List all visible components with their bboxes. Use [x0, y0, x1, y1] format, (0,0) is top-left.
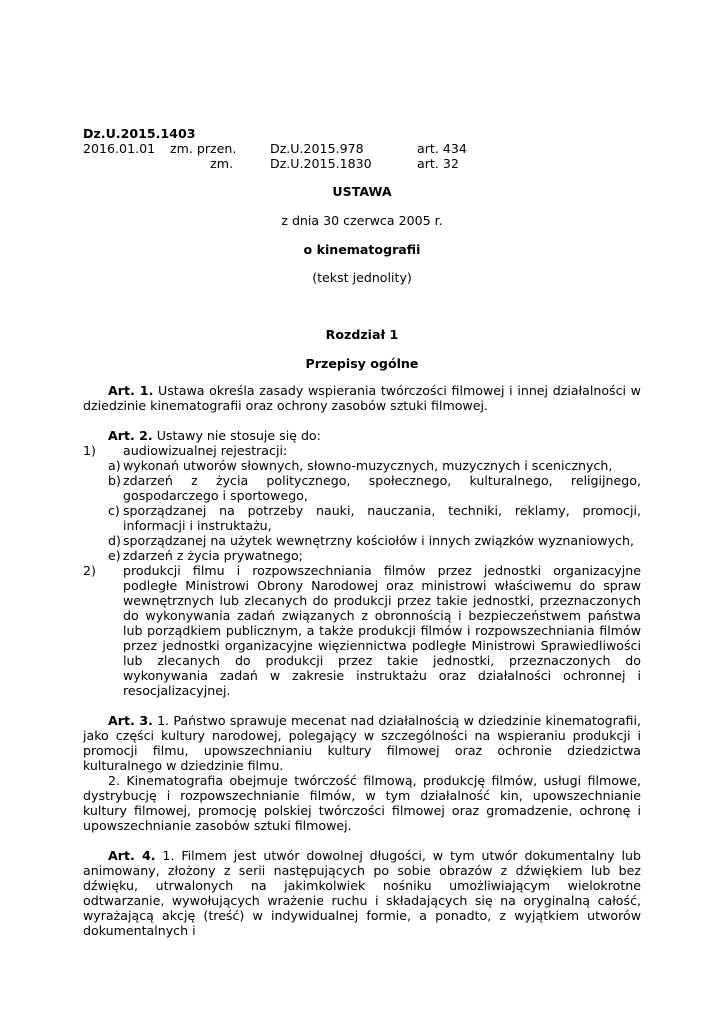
- point-number: 2): [83, 563, 96, 578]
- point-text: audiowizualnej rejestracji:: [123, 443, 288, 458]
- point-2: [83, 563, 641, 698]
- list-item: [83, 473, 641, 503]
- change-type: zm. przen.: [170, 141, 237, 156]
- article-3-para-2: 2. Kinematografia obejmuje twórczość filmową, produkcję filmów, usługi filmowe, dystrybucję i rozpowszechnianie filmów, w tym działalność kin, upowszechnianie kultury filmowej, promocję polskiej twórczości filmowej oraz gromadzenie, ochronę i upowszechnianie zasobów sztuki filmowej.: [83, 773, 641, 833]
- item-letter: c): [108, 503, 120, 518]
- item-text: zdarzeń z życia politycznego, społecznego, kulturalnego, religijnego, gospodarczego i sportowego,: [123, 473, 641, 503]
- item-text: zdarzeń z życia prywatnego;: [123, 548, 303, 563]
- article-3-para-1: [83, 713, 641, 773]
- act-subject: o kinematografii: [303, 242, 421, 257]
- item-text: sporządzanej na potrzeby nauki, nauczania, techniki, reklamy, promocji, informacji i instruktażu,: [123, 503, 641, 533]
- article-label: Art. 2.: [108, 428, 153, 443]
- article-text: 1. Filmem jest utwór dowolnej długości, w tym utwór dokumentalny lub animowany, złożony z serii następujących po sobie obrazów z dźwiękiem lub bez dźwięku, utrwalonych na jakimkolwiek nośniku umożliwiającym wielokrotne odtwarzanie, wywołujących wrażenie ruchu i składających się na oryginalną całość, wyrażającą akcję (treść) w indywidualnej formie, a ponadto, z wyjątkiem utworów dokumentalnych i: [83, 848, 641, 938]
- article-label: Art. 3.: [108, 713, 153, 728]
- item-letter: d): [108, 533, 121, 548]
- act-type: USTAWA: [332, 184, 392, 199]
- list-item: [83, 533, 641, 548]
- list-item: [83, 503, 641, 533]
- point-text: produkcji filmu i rozpowszechniania filmów przez jednostki organizacyjne podległe Ministrowi Obrony Narodowej oraz ministrowi właściwemu do spraw wewnętrznych lub zlecanych do produkcji przez takie jednostki, przeznaczonych do wykonywania zadań związanych z obronnością i bezpieczeństwem państwa lub porządkiem publicznym, a także produkcji filmów i rozpowszechniania filmów przez jednostki organizacyjne więziennictwa podległe Ministrowi Sprawiedliwości lub zlecanych do produkcji przez takie jednostki, przeznaczonych do wykonywania zadań w zakresie instruktażu oraz działalności ochronnej i resocjalizacyjnej.: [123, 563, 641, 698]
- article-4-para-1: [83, 848, 641, 938]
- point-number: 1): [83, 443, 96, 458]
- chapter-name: Przepisy ogólne: [305, 356, 419, 371]
- article-2-intro: [83, 428, 641, 443]
- item-text: sporządzanej na użytek wewnętrzny kościołów i innych związków wyznaniowych,: [123, 533, 634, 548]
- point-1: [83, 443, 641, 458]
- item-letter: b): [108, 473, 121, 488]
- change-doc: Dz.U.2015.978: [270, 141, 364, 156]
- document-id: Dz.U.2015.1403: [83, 126, 196, 141]
- article-label: Art. 4.: [108, 848, 156, 863]
- change-art: art. 434: [417, 141, 467, 156]
- article-text: Ustawy nie stosuje się do:: [152, 428, 321, 443]
- item-text: wykonań utworów słownych, słowno-muzycznych, muzycznych i scenicznych,: [123, 458, 613, 473]
- item-letter: a): [108, 458, 121, 473]
- document-body: [83, 383, 641, 938]
- change-row: [83, 156, 643, 171]
- change-art: art. 32: [417, 156, 459, 171]
- change-type: zm.: [210, 156, 233, 171]
- article-text: 1. Państwo sprawuje mecenat nad działalnością w dziedzinie kinematografii, jako części kultury narodowej, polegający w szczególności na wspieraniu produkcji i promocji filmu, upowszechnianiu kultury filmowej oraz ochronie dziedzictwa kulturalnego w dziedzinie filmu.: [83, 713, 641, 773]
- article-text: Ustawa określa zasady wspierania twórczości filmowej i innej działalności w dziedzinie kinematografii oraz ochrony zasobów sztuki filmowej.: [83, 383, 641, 413]
- change-row: [83, 141, 643, 156]
- change-doc: Dz.U.2015.1830: [270, 156, 372, 171]
- item-letter: e): [108, 548, 121, 563]
- act-date: z dnia 30 czerwca 2005 r.: [281, 213, 443, 228]
- article-1: [83, 383, 641, 413]
- chapter-number: Rozdział 1: [325, 327, 399, 342]
- list-item: [83, 548, 641, 563]
- change-date: 2016.01.01: [83, 141, 156, 156]
- document-header: [83, 126, 643, 171]
- article-label: Art. 1.: [108, 383, 154, 398]
- act-note: (tekst jednolity): [312, 270, 412, 285]
- list-item: [83, 458, 641, 473]
